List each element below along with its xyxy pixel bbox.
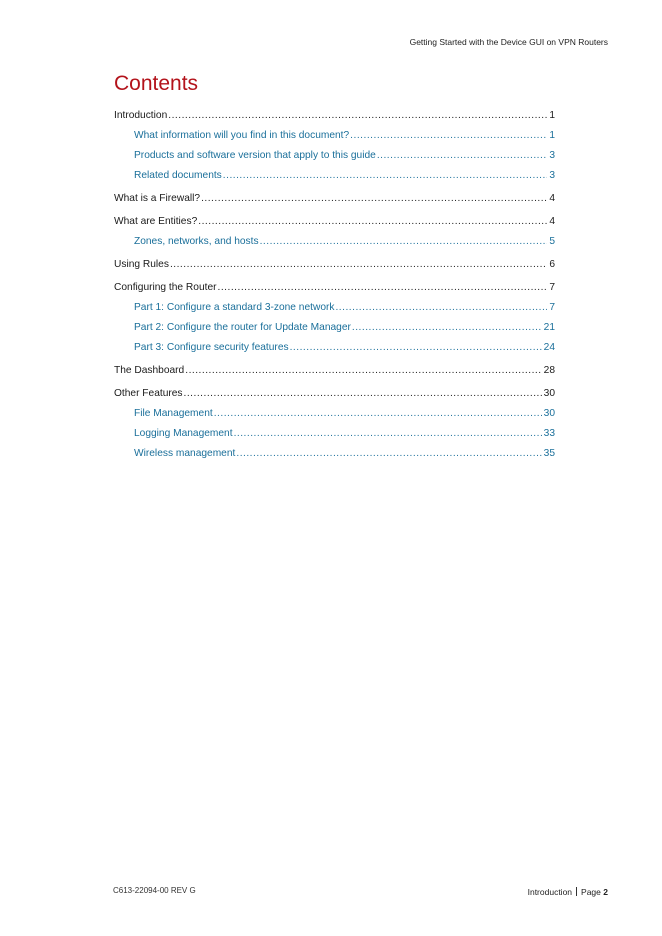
toc-leader-dots: [350, 126, 547, 146]
page-title: Contents: [114, 72, 199, 95]
toc-page-number[interactable]: 6: [549, 259, 555, 270]
toc-entry[interactable]: [114, 212, 555, 232]
toc-entry[interactable]: [114, 189, 555, 209]
toc-entry[interactable]: [114, 106, 555, 126]
toc-leader-dots: [201, 189, 547, 209]
toc-entry-title[interactable]: Part 1: Configure a standard 3-zone network: [134, 302, 335, 313]
table-of-contents: [114, 106, 555, 464]
toc-page-number[interactable]: 33: [543, 428, 555, 439]
toc-entry-title[interactable]: Related documents: [134, 170, 222, 181]
toc-page-number[interactable]: 28: [543, 365, 555, 376]
footer-separator: [576, 887, 577, 896]
toc-leader-dots: [185, 361, 541, 381]
toc-leader-dots: [236, 444, 541, 464]
toc-leader-dots: [168, 106, 547, 126]
toc-page-number[interactable]: 30: [543, 388, 555, 399]
toc-leader-dots: [377, 146, 548, 166]
toc-entry-title[interactable]: Introduction: [114, 110, 168, 121]
toc-entry-title[interactable]: What information will you find in this document?: [134, 130, 350, 141]
toc-page-number[interactable]: 21: [543, 322, 555, 333]
toc-entry[interactable]: [114, 255, 555, 275]
footer-page-number: 2: [603, 887, 608, 897]
toc-subentry[interactable]: [114, 338, 555, 358]
toc-subentry[interactable]: [114, 166, 555, 186]
toc-subentry[interactable]: [114, 298, 555, 318]
toc-leader-dots: [335, 298, 547, 318]
toc-subentry[interactable]: [114, 318, 555, 338]
toc-entry-title[interactable]: Wireless management: [134, 448, 236, 459]
toc-entry-title[interactable]: Zones, networks, and hosts: [134, 236, 259, 247]
toc-leader-dots: [223, 166, 548, 186]
toc-subentry[interactable]: [114, 146, 555, 166]
toc-page-number[interactable]: 3: [549, 170, 555, 181]
footer-section: Introduction: [527, 887, 573, 897]
page-footer: [528, 887, 608, 897]
toc-entry-title[interactable]: Configuring the Router: [114, 282, 217, 293]
toc-entry-title[interactable]: Products and software version that apply to this guide: [134, 150, 376, 161]
toc-page-number[interactable]: 1: [549, 130, 555, 141]
toc-entry-title[interactable]: Part 3: Configure security features: [134, 342, 289, 353]
document-id: C613-22094-00 REV G: [113, 886, 196, 895]
toc-page-number[interactable]: 30: [543, 408, 555, 419]
toc-leader-dots: [352, 318, 542, 338]
toc-page-number[interactable]: 7: [549, 302, 555, 313]
footer-page-label: Page: [581, 887, 601, 897]
toc-page-number[interactable]: 35: [543, 448, 555, 459]
toc-entry-title[interactable]: Using Rules: [114, 259, 169, 270]
toc-subentry[interactable]: [114, 232, 555, 252]
toc-leader-dots: [214, 404, 542, 424]
toc-entry-title[interactable]: File Management: [134, 408, 213, 419]
toc-leader-dots: [218, 278, 548, 298]
toc-page-number[interactable]: 3: [549, 150, 555, 161]
toc-page-number[interactable]: 1: [549, 110, 555, 121]
toc-subentry[interactable]: [114, 444, 555, 464]
toc-page-number[interactable]: 24: [543, 342, 555, 353]
toc-subentry[interactable]: [114, 424, 555, 444]
toc-leader-dots: [198, 212, 547, 232]
toc-entry-title[interactable]: Other Features: [114, 388, 183, 399]
toc-entry-title[interactable]: Logging Management: [134, 428, 233, 439]
toc-leader-dots: [260, 232, 548, 252]
toc-page-number[interactable]: 7: [549, 282, 555, 293]
toc-entry-title[interactable]: Part 2: Configure the router for Update Manager: [134, 322, 351, 333]
toc-page-number[interactable]: 4: [549, 193, 555, 204]
toc-subentry[interactable]: [114, 126, 555, 146]
toc-entry[interactable]: [114, 384, 555, 404]
toc-page-number[interactable]: 4: [549, 216, 555, 227]
toc-leader-dots: [170, 255, 547, 275]
toc-subentry[interactable]: [114, 404, 555, 424]
toc-entry-title[interactable]: What are Entities?: [114, 216, 198, 227]
toc-entry-title[interactable]: What is a Firewall?: [114, 193, 201, 204]
toc-page-number[interactable]: 5: [549, 236, 555, 247]
toc-entry[interactable]: [114, 278, 555, 298]
toc-leader-dots: [234, 424, 542, 444]
toc-entry[interactable]: [114, 361, 555, 381]
toc-leader-dots: [290, 338, 542, 358]
toc-leader-dots: [184, 384, 542, 404]
running-header: Getting Started with the Device GUI on VPN Routers: [409, 37, 608, 47]
toc-entry-title[interactable]: The Dashboard: [114, 365, 185, 376]
